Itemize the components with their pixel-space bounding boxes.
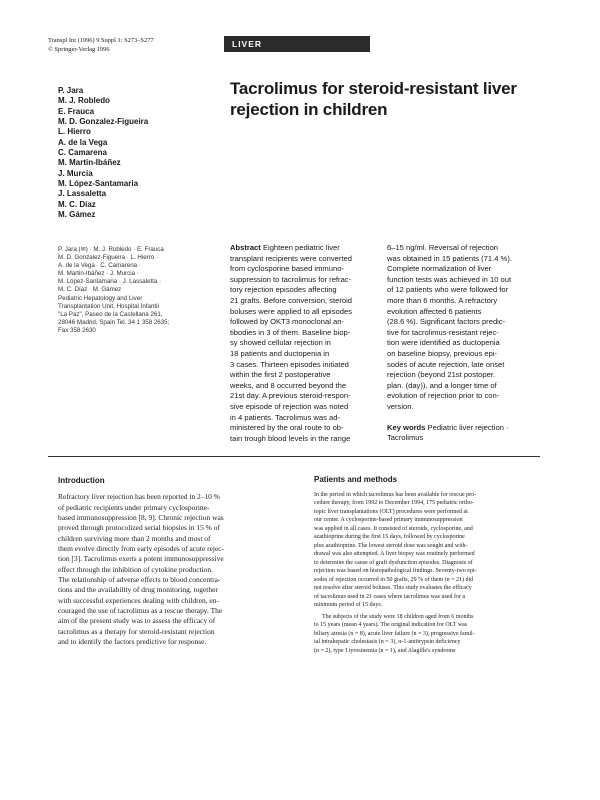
abstract-line: Complete normalization of liver: [387, 264, 492, 274]
author-name: M. C. Díaz: [58, 199, 96, 209]
abstract-line: from cyclosporine based immuno-: [230, 264, 344, 274]
body-text-line: effect through the inhibition of cytokine production.: [58, 564, 213, 574]
methods-paragraph-1: [314, 491, 549, 610]
body-text-line: to 15 years (mean 4 years). The original indication for OLT was: [314, 622, 468, 628]
affiliation-line: Pediatric Hepatology and Liver: [58, 294, 143, 302]
abstract-first-line: [230, 243, 382, 254]
abstract-label: Abstract: [230, 243, 261, 252]
abstract-line: 21 grafts. Before conversion, steroid: [230, 295, 352, 305]
body-text-line: them evolve directly from early episodes of acute rejec-: [58, 544, 225, 554]
abstract-line: sodes of acute rejection, late onset: [387, 359, 505, 369]
author-name: M. J. Robledo: [58, 96, 110, 106]
abstract-first-text: Eighteen pediatric liver: [262, 243, 340, 252]
abstract-line: transplant recipients were converted: [230, 253, 352, 263]
body-text-line: The subjects of the study were 18 children aged from 6 months: [322, 613, 474, 620]
abstract-line: evolution of rejection prior to con-: [387, 391, 500, 401]
keywords-line: [387, 423, 539, 434]
introduction-section: [58, 476, 298, 648]
abstract-line: more than 6 months. A refractory: [387, 295, 498, 305]
abstract-line: evolution affected 6 patients: [387, 306, 482, 316]
body-text-line: (n = 2), type I tyrosinemia (n = 1), and Alagille's syndrome: [314, 647, 456, 654]
author-name: M. Gámez: [58, 210, 96, 220]
introduction-text: [58, 492, 298, 647]
affiliation-line: P. Jara (✉) · M. J. Robledo · E. Frauca: [58, 246, 164, 253]
affiliation-line: M. C. Díaz · M. Gámez: [58, 286, 122, 294]
body-text-line: aim of the present study was to assess the efficacy of: [58, 616, 216, 626]
section-divider: [48, 456, 540, 457]
methods-section: [314, 476, 549, 655]
abstract-line: 6–15 ng/ml. Reversal of rejection: [387, 243, 499, 252]
body-text-line: not resolve after steroid boluses. This study evaluates the efficacy: [314, 585, 472, 591]
abstract-line: tion were identified as ductopenia: [387, 338, 500, 348]
abstract-line: on baseline biopsy, previous epi-: [387, 348, 498, 358]
abstract-line: 3 cases. Thirteen episodes initiated: [230, 359, 349, 369]
body-text-line: our center. A cyclosporine-based primary immunosuppression: [314, 517, 463, 523]
body-text-line: tions and the availability of drug monitoring, together: [58, 585, 218, 595]
abstract-line: suppression to tacrolimus for refrac-: [230, 274, 352, 284]
introduction-heading: Introduction: [58, 476, 105, 485]
author-name: M. Martin-Ibáñez: [58, 158, 121, 168]
abstract-column-1: [230, 243, 382, 444]
body-text-line: was applied in all cases. It consisted of steroids, cyclosporine, and: [314, 525, 473, 532]
body-text-line: to determine the cause of graft dysfunction episodes. Diagnosis of: [314, 559, 473, 566]
affiliation-block: [58, 246, 223, 335]
methods-paragraph-2: [314, 613, 549, 656]
affiliation-line: "La Paz", Paseo de la Castellana 261,: [58, 310, 163, 318]
journal-citation: Transpl Int (1996) 9 Suppl 1: S273–S277: [48, 37, 154, 44]
body-text-line: ial intrahepatic cholestasis (n = 3), α-1-antitrypsin deficiency: [314, 639, 461, 645]
affiliation-line: Fax 358 2630: [58, 326, 96, 334]
body-text-line: drawal was also attempted. A liver biopsy was routinely performed: [314, 551, 475, 557]
abstract-col1-lines: [230, 254, 382, 445]
body-text-line: rejection was based on histopathological findings. Seventy-two epi-: [314, 568, 477, 574]
affiliation-line: M. Martin-Ibáñez · J. Murcia ·: [58, 270, 139, 278]
journal-reference: [48, 36, 218, 54]
body-text-line: based immunosuppression [8, 9]. Chronic rejection was: [58, 513, 224, 523]
body-text-line: and to identify the factors predictive for response.: [58, 637, 207, 647]
abstract-line: version.: [387, 401, 414, 411]
author-name: P. Jara: [58, 86, 84, 95]
abstract-line: of 12 patients who were followed for: [387, 285, 509, 295]
author-name: L. Hierro: [58, 127, 91, 137]
body-text-line: of tacrolimus used in 21 cases where tacrolimus was used for a: [314, 593, 466, 600]
author-name: A. de la Vega: [58, 137, 108, 147]
body-text-line: Refractory liver rejection has been reported in 2–10 %: [58, 492, 220, 502]
body-text-line: proved through protocolized serial biopsies in 15 % of: [58, 523, 220, 533]
abstract-line: was obtained in 15 patients (71.4 %).: [387, 253, 512, 263]
section-label: LIVER: [224, 36, 370, 52]
author-name: J. Murcia: [58, 168, 93, 178]
abstract-line: tain trough blood levels in the range: [230, 433, 351, 443]
affiliation-line: 28046 Madrid, Spain Tel. 34 1 358 2635;: [58, 318, 170, 326]
body-text-line: azathioprine during the first 15 days, followed by cyclosporine: [314, 534, 465, 540]
keywords-label: Key words: [387, 422, 426, 432]
abstract-line: tory rejection episodes affecting: [230, 285, 337, 295]
abstract-line: weeks, and 8 occurred beyond the: [230, 380, 347, 390]
affiliation-line: A. de la Vega · C. Camarena ·: [58, 262, 141, 270]
title-line: rejection in children: [230, 100, 388, 119]
body-text-line: topic liver transplantations (OLT) procedures were performed at: [314, 508, 468, 515]
abstract-column-2: [387, 243, 539, 444]
keywords-text: Pediatric liver rejection ·: [427, 422, 509, 432]
body-text-line: with successful experiences dealing with children, en-: [58, 595, 219, 605]
body-text-line: sodes of rejection occurred in 50 grafts, 29 % of them (n = 21) did: [314, 576, 474, 583]
author-name: E. Frauca: [58, 106, 95, 116]
abstract-line: sy showed cellular rejection in: [230, 338, 331, 348]
abstract-line: tibodies in 3 of them. Baseline biop-: [230, 327, 351, 337]
body-text-line: children surviving more than 2 months and most of: [58, 533, 211, 543]
abstract-line: followed by OKT3 monoclonal an-: [230, 317, 344, 327]
body-text-line: couraged the use of tacrolimus as a rescue therapy. The: [58, 606, 223, 616]
body-text-line: plus azathioprine. The lowest steroid dose was sought and with-: [314, 542, 468, 549]
body-text-line: of pediatric recipients under primary cyclosporine-: [58, 502, 210, 512]
body-text-line: minimum period of 15 days.: [314, 602, 383, 608]
affiliation-line: M. D. Gonzalez-Figueira · L. Hierro ·: [58, 254, 159, 262]
copyright-line: © Springer-Verlag 1996: [48, 46, 110, 53]
abstract-col2-lines: [387, 243, 539, 413]
body-text-line: tion [3]. Tacrolimus exerts a potent immunosuppressive: [58, 554, 224, 564]
abstract-line: 18 patients and ductopenia in: [230, 348, 330, 358]
abstract-line: within the first 2 postoperative: [230, 370, 331, 380]
abstract-line: sive episode of rejection was noted: [230, 401, 349, 411]
abstract-line: rejection (beyond 21st postoper.: [387, 370, 496, 380]
affiliation-line: Transplantation Unit, Hospital Infantil: [58, 302, 159, 310]
abstract-line: in 4 patients. Tacrolimus was ad-: [230, 412, 341, 422]
author-name: M. D. Gonzalez-Figueira: [58, 117, 149, 127]
abstract-line: 21st day. A previous steroid-respon-: [230, 391, 351, 401]
author-name: C. Camarena: [58, 148, 107, 158]
article-title: [230, 78, 530, 120]
abstract-line: (28.6 %). Significant factors predic-: [387, 317, 506, 327]
abstract-line: function tests was achieved in 10 out: [387, 274, 512, 284]
abstract-line: ministered by the oral route to ob-: [230, 423, 344, 433]
author-name: M. López-Santamaria: [58, 179, 139, 189]
abstract-line: tive for tacrolimus-resistant rejec-: [387, 327, 499, 337]
author-name: J. Lassaletta: [58, 189, 107, 199]
abstract-line: boluses were applied to all episodes: [230, 306, 353, 316]
body-text-line: cedure therapy, from 1992 to December 1994, 175 pediatric ortho-: [314, 500, 474, 506]
body-text-line: In the period in which tacrolimus has been available for rescue pro-: [314, 491, 477, 498]
body-text-line: tacrolimus as a therapy for steroid-resistant rejection: [58, 626, 215, 636]
abstract-line: plan. (day)), and a longer time of: [387, 380, 497, 390]
body-text-line: biliary atresia (n = 8), acute liver failure (n = 3), progressive famil-: [314, 630, 475, 637]
author-list: [58, 86, 223, 220]
methods-heading: Patients and methods: [314, 475, 398, 484]
affiliation-line: M. López-Santamaria · J. Lassaletta ·: [58, 278, 162, 286]
keywords-line-2: Tacrolimus: [387, 433, 424, 443]
title-line: Tacrolimus for steroid-resistant liver: [230, 79, 517, 98]
body-text-line: The relationship of adverse effects to blood concentra-: [58, 575, 221, 585]
